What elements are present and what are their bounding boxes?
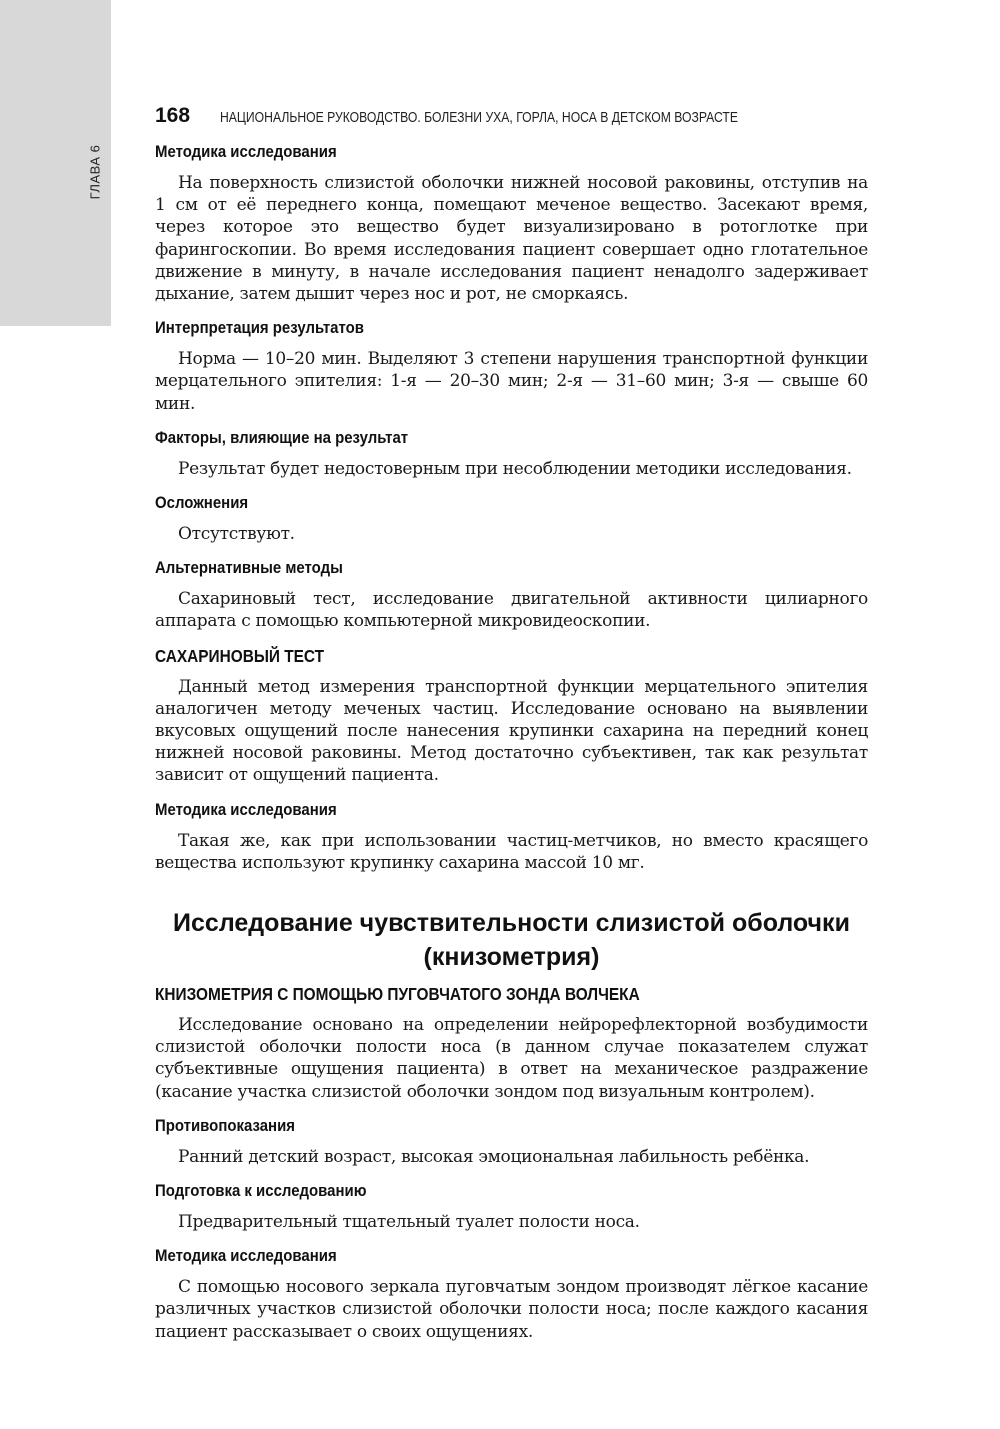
section-heading: Методика исследования <box>155 1246 337 1266</box>
running-title: НАЦИОНАЛЬНОЕ РУКОВОДСТВО. БОЛЕЗНИ УХА, ГОРЛА, НОСА В ДЕТСКОМ ВОЗРАСТЕ <box>220 110 739 126</box>
section-heading: Методика исследования <box>155 142 337 161</box>
paragraph: С помощью носового зеркала пуговчатым зондом производят лёгкое касание различных участков слизистой оболочки полости носа; после каждого касания пациент рассказывает о своих ощущениях. <box>155 1277 868 1342</box>
subsection-heading: КНИЗОМЕТРИЯ С ПОМОЩЬЮ ПУГОВЧАТОГО ЗОНДА ВОЛЧЕКА <box>155 984 640 1005</box>
section-heading: Факторы, влияющие на результат <box>155 427 409 447</box>
paragraph: На поверхность слизистой оболочки нижней носовой раковины, отступив на 1 см от её переднего конца, помещают меченое вещество. Засекают время, через которое это вещество будет визуализировано в ротоглотке при фарингоскопии. Во время исследования пациент совершает одно глотательное движение в минуту, в начале исследования пациент ненадолго задерживает дыхание, затем дышит через нос и рот, не сморкаясь. <box>155 173 868 305</box>
paragraph: Предварительный тщательный туалет полости носа. <box>178 1212 640 1233</box>
main-title-line2: (книзометрия) <box>423 943 600 972</box>
paragraph: Результат будет недостоверным при несоблюдении методики исследования. <box>178 458 852 479</box>
subsection-heading: САХАРИНОВЫЙ ТЕСТ <box>155 645 325 666</box>
paragraph: Сахариновый тест, исследование двигательной активности цилиарного аппарата с помощью компьютерной микровидеоскопии. <box>155 589 868 632</box>
main-title-line1: Исследование чувствительности слизистой оболочки <box>173 909 850 938</box>
page-header <box>155 104 875 128</box>
section-heading: Альтернативные методы <box>155 558 343 578</box>
paragraph: Данный метод измерения транспортной функции мерцательного эпителия аналогичен методу меченых частиц. Исследование основано на выявлении вкусовых ощущений после нанесения крупинки сахарина на передний конец нижней носовой раковины. Метод достаточно субъективен, так как результат зависит от ощущений пациента. <box>155 676 868 786</box>
section-heading: Подготовка к исследованию <box>155 1181 367 1201</box>
paragraph: Норма — 10–20 мин. Выделяют 3 степени нарушения транспортной функции мерцательного эпителия: 1-я — 20–30 мин; 2-я — 31–60 мин; 3-я — свыше 60 мин. <box>155 349 868 414</box>
chapter-tab: ГЛАВА 6 <box>87 144 103 200</box>
paragraph: Ранний детский возраст, высокая эмоциональная лабильность ребёнка. <box>178 1146 810 1167</box>
section-heading: Осложнения <box>155 493 249 513</box>
main-title <box>155 906 868 974</box>
page-content <box>155 140 868 1343</box>
page-number: 168 <box>155 104 191 127</box>
paragraph: Такая же, как при использовании частиц-метчиков, но вместо красящего вещества используют крупинку сахарина массой 10 мг. <box>155 830 868 873</box>
section-heading: Интерпретация результатов <box>155 318 364 338</box>
section-heading: Противопоказания <box>155 1115 296 1135</box>
paragraph: Исследование основано на определении нейрорефлекторной возбудимости слизистой оболочки полости носа (в данном случае показателем служат субъективные ощущения пациента) в ответ на механическое раздражение (касание участка слизистой оболочки зондом под визуальным контролем). <box>155 1015 868 1102</box>
section-heading: Методика исследования <box>155 799 337 819</box>
paragraph: Отсутствуют. <box>178 524 295 545</box>
